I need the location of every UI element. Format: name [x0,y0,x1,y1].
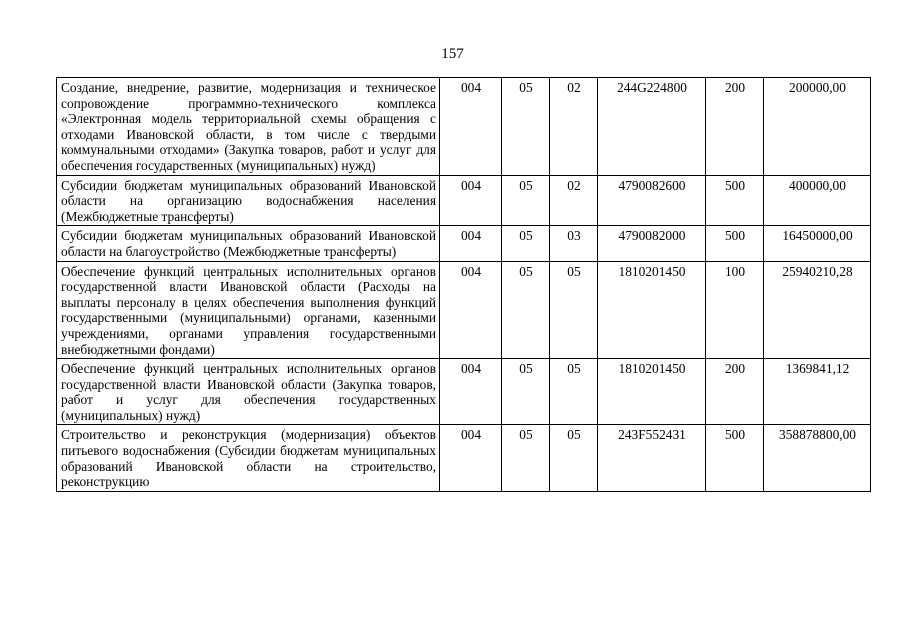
ministry-code: 004 [440,359,502,425]
table-row [57,175,871,226]
section-code: 05 [502,226,550,261]
table-row [57,78,871,176]
ministry-code: 004 [440,175,502,226]
amount: 16450000,00 [764,226,871,261]
amount: 358878800,00 [764,425,871,491]
expense-type-code: 500 [706,226,764,261]
amount: 1369841,12 [764,359,871,425]
amount: 25940210,28 [764,261,871,359]
ministry-code: 004 [440,425,502,491]
row-description: Обеспечение функций центральных исполнительных органов государственной власти Ивановской области (Закупка товаров, работ и услуг для обеспечения государственных (муниципальных) нужд) [57,359,440,425]
table-row [57,226,871,261]
section-code: 05 [502,359,550,425]
subsection-code: 05 [550,425,598,491]
table-row [57,359,871,425]
amount: 400000,00 [764,175,871,226]
target-article-code: 1810201450 [598,261,706,359]
subsection-code: 03 [550,226,598,261]
row-description: Создание, внедрение, развитие, модернизация и техническое сопровождение программно-технического комплекса «Электронная модель территориальной схемы обращения с отходами Ивановской области, в том числе с твердыми коммунальными отходами» (Закупка товаров, работ и услуг для обеспечения государственных (муниципальных) нужд) [57,78,440,176]
budget-table [56,77,871,492]
ministry-code: 004 [440,78,502,176]
expense-type-code: 200 [706,359,764,425]
target-article-code: 244G224800 [598,78,706,176]
target-article-code: 4790082600 [598,175,706,226]
page-number: 157 [441,46,464,62]
table-row [57,425,871,491]
target-article-code: 243F552431 [598,425,706,491]
subsection-code: 02 [550,175,598,226]
subsection-code: 05 [550,359,598,425]
section-code: 05 [502,425,550,491]
section-code: 05 [502,261,550,359]
amount: 200000,00 [764,78,871,176]
expense-type-code: 500 [706,175,764,226]
ministry-code: 004 [440,261,502,359]
expense-type-code: 500 [706,425,764,491]
expense-type-code: 100 [706,261,764,359]
table-row [57,261,871,359]
section-code: 05 [502,175,550,226]
section-code: 05 [502,78,550,176]
ministry-code: 004 [440,226,502,261]
target-article-code: 4790082000 [598,226,706,261]
row-description: Строительство и реконструкция (модернизация) объектов питьевого водоснабжения (Субсидии бюджетам муниципальных образований Ивановской области на строительство, реконструкцию [57,425,440,491]
target-article-code: 1810201450 [598,359,706,425]
row-description: Субсидии бюджетам муниципальных образований Ивановской области на благоустройство (Межбюджетные трансферты) [57,226,440,261]
subsection-code: 02 [550,78,598,176]
row-description: Обеспечение функций центральных исполнительных органов государственной власти Ивановской области (Расходы на выплаты персоналу в целях обеспечения выполнения функций государственными (муниципальными) органами, казенными учреждениями, органами управления государственными внебюджетными фондами) [57,261,440,359]
row-description: Субсидии бюджетам муниципальных образований Ивановской области на организацию водоснабжения населения (Межбюджетные трансферты) [57,175,440,226]
subsection-code: 05 [550,261,598,359]
expense-type-code: 200 [706,78,764,176]
